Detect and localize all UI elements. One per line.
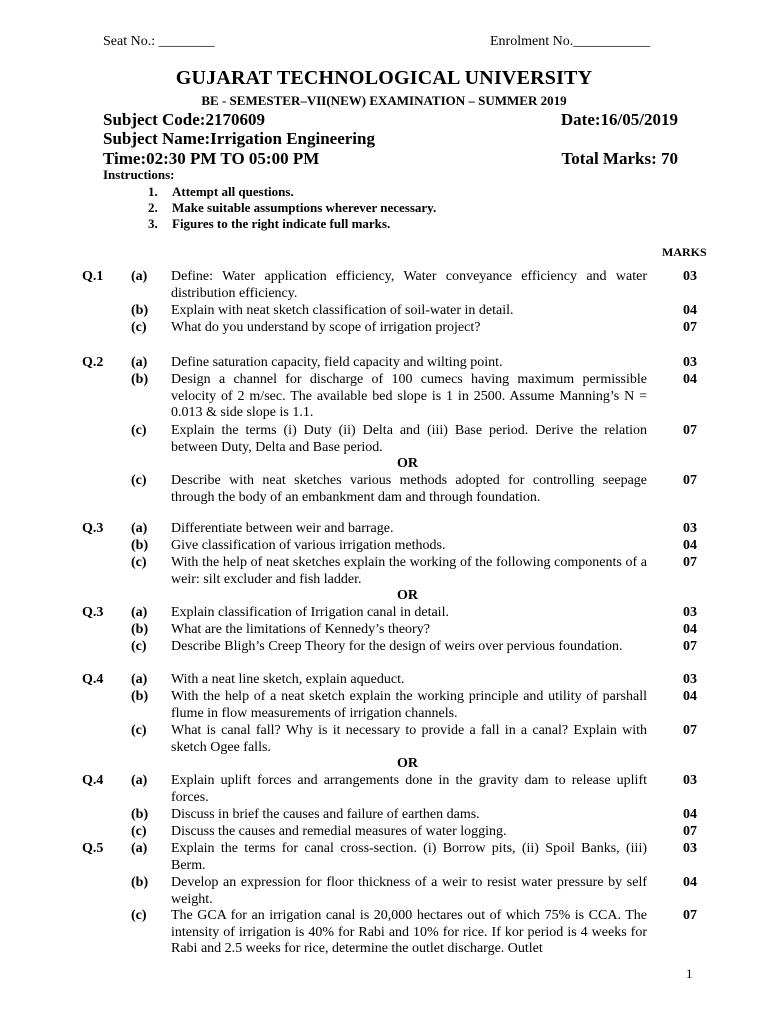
or-separator: OR [397, 756, 418, 771]
exam-date: Date:16/05/2019 [560, 110, 678, 129]
or-separator: OR [397, 456, 418, 471]
page-number: 1 [686, 966, 693, 981]
subject-code: Subject Code:2170609 [103, 110, 265, 129]
university-title: GUJARAT TECHNOLOGICAL UNIVERSITY [175, 67, 593, 89]
subject-name: Subject Name:Irrigation Engineering [103, 129, 375, 148]
exam-time: Time:02:30 PM TO 05:00 PM [103, 149, 320, 168]
instructions-heading: Instructions: [103, 167, 175, 182]
enrolment-number-field: Enrolment No.___________ [490, 34, 651, 49]
instruction-item: 2. Make suitable assumptions wherever necessary. [148, 200, 437, 215]
exam-title: BE - SEMESTER–VII(NEW) EXAMINATION – SUMMER 2019 [201, 93, 567, 108]
or-separator: OR [397, 588, 418, 603]
seat-number-field: Seat No.: ________ [103, 34, 215, 49]
instruction-item: 1. Attempt all questions. [148, 184, 294, 199]
total-marks: Total Marks: 70 [561, 149, 678, 168]
subject-name-row [103, 129, 678, 149]
marks-column-heading: MARKS [662, 245, 707, 259]
subject-code-row [103, 110, 678, 130]
time-row [103, 149, 678, 169]
instruction-item: 3. Figures to the right indicate full marks. [148, 216, 391, 231]
